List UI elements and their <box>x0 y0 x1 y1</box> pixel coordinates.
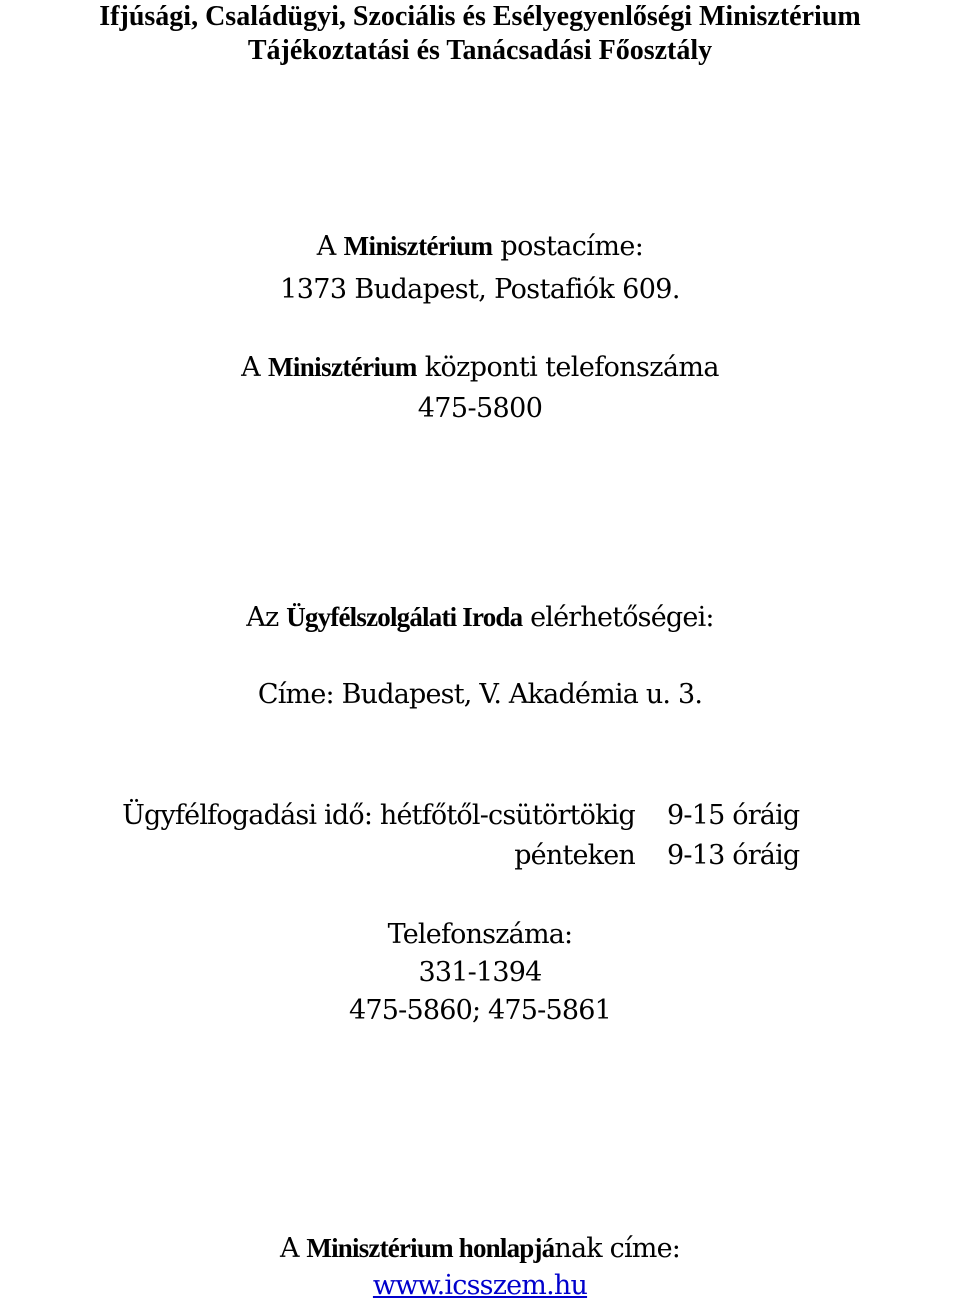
ministry-bold: Minisztérium <box>267 352 417 382</box>
website-url-line <box>0 1268 960 1304</box>
postal-heading: A Minisztérium postacíme: <box>316 231 644 262</box>
website-heading: A Minisztérium honlapjának címe: <box>279 1233 681 1264</box>
hours-label-mon-thu: Ügyfélfogadási idő: hétfőtől-csütörtökig <box>122 800 635 831</box>
office-address: Címe: Budapest, V. Akadémia u. 3. <box>257 679 703 710</box>
hours-row-fri <box>0 836 960 876</box>
hours-label-fri: pénteken <box>514 840 635 871</box>
ministry-name <box>0 0 960 34</box>
office-phone-label: Telefonszáma: <box>387 919 573 950</box>
hours-time-mon-thu: 9-15 óráig <box>667 800 800 831</box>
office-phone-number-2: 475-5860; 475-5861 <box>348 995 612 1026</box>
website-link[interactable]: www.icsszem.hu <box>372 1270 588 1301</box>
ministry-bold: Minisztérium <box>343 231 493 261</box>
postal-address: 1373 Budapest, Postafiók 609. <box>280 274 680 305</box>
office-phone-number-1: 331-1394 <box>418 957 542 988</box>
office-heading: Az Ügyfélszolgálati Iroda elérhetőségei: <box>246 602 714 633</box>
department-name-text: Tájékoztatási és Tanácsadási Főosztály <box>247 35 713 66</box>
website-bold: Minisztérium honlapjá <box>306 1233 555 1263</box>
office-bold: Ügyfélszolgálati Iroda <box>286 602 523 632</box>
central-phone-heading: A Minisztérium központi telefonszáma <box>241 352 719 383</box>
central-phone-number: 475-5800 <box>417 393 543 424</box>
hours-row-mon-thu <box>0 796 960 836</box>
ministry-name-text: Ifjúsági, Családügyi, Szociális és Esélyegyenlőségi Minisztérium <box>99 1 861 32</box>
hours-time-fri: 9-13 óráig <box>667 840 800 871</box>
department-name <box>0 34 960 68</box>
